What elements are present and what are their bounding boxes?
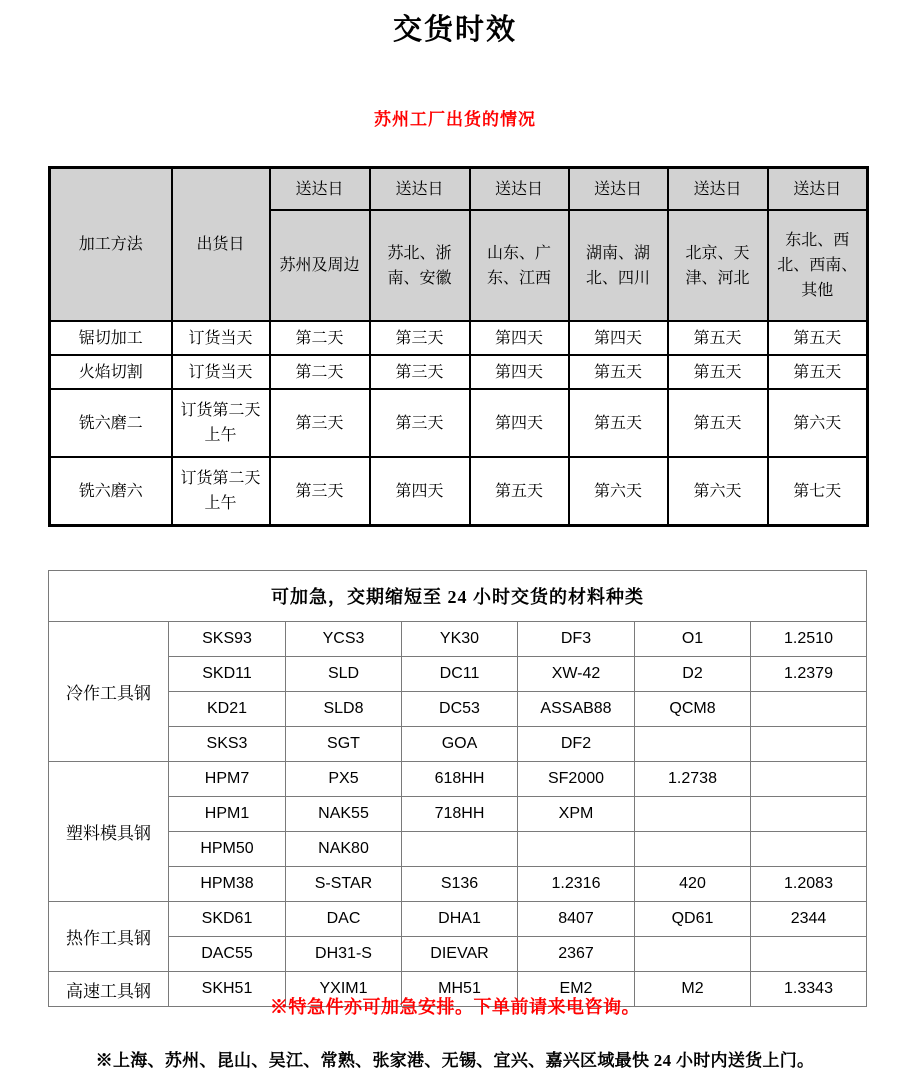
header-region-1: 苏州及周边 (270, 210, 370, 321)
material-cell: 2367 (518, 937, 635, 972)
material-cell: PX5 (286, 762, 402, 797)
material-cell: 1.2510 (751, 622, 867, 657)
rush-materials-body (49, 571, 867, 1007)
material-cell: KD21 (169, 692, 286, 727)
header-region-5: 北京、天津、河北 (668, 210, 768, 321)
material-cell-empty (635, 832, 751, 867)
header-arrival-day-4: 送达日 (569, 168, 668, 211)
table-row (50, 457, 868, 526)
material-cell: 718HH (402, 797, 518, 832)
row-day-5: 第五天 (668, 389, 768, 457)
material-cell: DIEVAR (402, 937, 518, 972)
material-cell-empty (751, 797, 867, 832)
material-cell: DC53 (402, 692, 518, 727)
row-ship-day: 订货第二天上午 (172, 457, 270, 526)
row-day-3: 第五天 (470, 457, 569, 526)
page-title: 交货时效 (392, 14, 517, 46)
header-region-2: 苏北、浙南、安徽 (370, 210, 470, 321)
header-arrival-day-6: 送达日 (768, 168, 868, 211)
row-ship-day: 订货当天 (172, 321, 270, 355)
delivery-schedule-table (48, 166, 869, 527)
row-day-3: 第四天 (470, 389, 569, 457)
material-cell: DF3 (518, 622, 635, 657)
material-cell: M2 (635, 972, 751, 1007)
material-cell: GOA (402, 727, 518, 762)
material-cell: DAC (286, 902, 402, 937)
row-method: 铣六磨二 (50, 389, 172, 457)
material-cell: HPM38 (169, 867, 286, 902)
material-cell-empty (518, 832, 635, 867)
delivery-schedule-table-container (48, 166, 866, 527)
material-cell: S136 (402, 867, 518, 902)
material-cell: 1.2083 (751, 867, 867, 902)
material-cell: 1.2316 (518, 867, 635, 902)
row-method: 铣六磨六 (50, 457, 172, 526)
row-day-1: 第三天 (270, 457, 370, 526)
row-day-4: 第六天 (569, 457, 668, 526)
table-row (49, 832, 867, 867)
material-cell-empty (635, 727, 751, 762)
material-cell: SLD8 (286, 692, 402, 727)
header-arrival-day-3: 送达日 (470, 168, 569, 211)
material-cell: HPM7 (169, 762, 286, 797)
table-row (50, 355, 868, 389)
material-cell: 1.2738 (635, 762, 751, 797)
header-region-4: 湖南、湖北、四川 (569, 210, 668, 321)
row-day-1: 第二天 (270, 355, 370, 389)
row-day-6: 第五天 (768, 355, 868, 389)
material-cell: O1 (635, 622, 751, 657)
material-cell: SKD11 (169, 657, 286, 692)
table-row (49, 902, 867, 937)
material-cell-empty (751, 692, 867, 727)
table-row (49, 727, 867, 762)
material-cell: SLD (286, 657, 402, 692)
material-cell: SKS3 (169, 727, 286, 762)
material-cell: QD61 (635, 902, 751, 937)
delivery-schedule-body (50, 321, 868, 526)
material-cell: 618HH (402, 762, 518, 797)
table-row (50, 389, 868, 457)
row-day-5: 第六天 (668, 457, 768, 526)
material-cell: SKD61 (169, 902, 286, 937)
row-day-4: 第五天 (569, 389, 668, 457)
material-cell: DF2 (518, 727, 635, 762)
row-day-4: 第四天 (569, 321, 668, 355)
material-cell: ASSAB88 (518, 692, 635, 727)
row-day-4: 第五天 (569, 355, 668, 389)
material-cell: SKS93 (169, 622, 286, 657)
material-cell: SKH51 (169, 972, 286, 1007)
row-day-6: 第七天 (768, 457, 868, 526)
material-cell: QCM8 (635, 692, 751, 727)
row-day-3: 第四天 (470, 321, 569, 355)
rush-materials-title-row (49, 571, 867, 622)
header-arrival-day-2: 送达日 (370, 168, 470, 211)
material-cell-empty (751, 727, 867, 762)
material-cell: S-STAR (286, 867, 402, 902)
material-cell: DHA1 (402, 902, 518, 937)
material-cell: NAK55 (286, 797, 402, 832)
table-row (49, 797, 867, 832)
note-same-day-delivery: ※上海、苏州、昆山、吴江、常熟、张家港、无锡、宜兴、嘉兴区域最快 24 小时内送货上门。 (95, 1051, 815, 1070)
material-cell: D2 (635, 657, 751, 692)
row-day-2: 第三天 (370, 389, 470, 457)
table-row (49, 657, 867, 692)
row-day-3: 第四天 (470, 355, 569, 389)
material-cell: MH51 (402, 972, 518, 1007)
material-cell-empty (751, 832, 867, 867)
header-arrival-day-1: 送达日 (270, 168, 370, 211)
material-cell: EM2 (518, 972, 635, 1007)
material-cell: DC11 (402, 657, 518, 692)
rush-materials-table-container (48, 570, 866, 1007)
row-day-6: 第五天 (768, 321, 868, 355)
row-day-1: 第二天 (270, 321, 370, 355)
row-method: 火焰切割 (50, 355, 172, 389)
note-rush-orders: ※特急件亦可加急安排。下单前请来电咨询。 (270, 997, 640, 1017)
header-region-3: 山东、广东、江西 (470, 210, 569, 321)
material-cell: XW-42 (518, 657, 635, 692)
header-arrival-day-5: 送达日 (668, 168, 768, 211)
material-cell: YXIM1 (286, 972, 402, 1007)
material-cell: 2344 (751, 902, 867, 937)
material-cell: XPM (518, 797, 635, 832)
row-method: 锯切加工 (50, 321, 172, 355)
row-day-2: 第三天 (370, 321, 470, 355)
material-cell-empty (635, 937, 751, 972)
row-day-5: 第五天 (668, 355, 768, 389)
table-row (49, 692, 867, 727)
header-method: 加工方法 (50, 168, 172, 322)
rush-materials-table (48, 570, 867, 1007)
material-cell: 1.3343 (751, 972, 867, 1007)
material-cell-empty (751, 762, 867, 797)
row-day-5: 第五天 (668, 321, 768, 355)
table-row (49, 762, 867, 797)
material-cell: DAC55 (169, 937, 286, 972)
table-row (49, 867, 867, 902)
material-category-high-speed: 高速工具钢 (49, 972, 169, 1007)
header-row-top (50, 168, 868, 211)
material-cell: 420 (635, 867, 751, 902)
material-cell: DH31-S (286, 937, 402, 972)
material-cell: YCS3 (286, 622, 402, 657)
material-cell: HPM50 (169, 832, 286, 867)
material-cell: SF2000 (518, 762, 635, 797)
material-cell-empty (751, 937, 867, 972)
subtitle-suzhou-factory: 苏州工厂出货的情况 (374, 110, 536, 129)
material-cell: SGT (286, 727, 402, 762)
table-row (49, 937, 867, 972)
material-cell-empty (402, 832, 518, 867)
material-category-hot-work: 热作工具钢 (49, 902, 169, 972)
rush-materials-title: 可加急，交期缩短至 24 小时交货的材料种类 (49, 571, 867, 622)
row-ship-day: 订货当天 (172, 355, 270, 389)
material-cell: NAK80 (286, 832, 402, 867)
row-day-6: 第六天 (768, 389, 868, 457)
material-cell: YK30 (402, 622, 518, 657)
material-category-cold-work: 冷作工具钢 (49, 622, 169, 762)
material-cell: HPM1 (169, 797, 286, 832)
delivery-schedule-header (50, 168, 868, 322)
table-row (50, 321, 868, 355)
row-day-1: 第三天 (270, 389, 370, 457)
header-ship-day: 出货日 (172, 168, 270, 322)
row-day-2: 第四天 (370, 457, 470, 526)
row-ship-day: 订货第二天上午 (172, 389, 270, 457)
material-cell-empty (635, 797, 751, 832)
material-category-plastic-mold: 塑料模具钢 (49, 762, 169, 902)
header-region-6: 东北、西北、西南、其他 (768, 210, 868, 321)
row-day-2: 第三天 (370, 355, 470, 389)
material-cell: 8407 (518, 902, 635, 937)
material-cell: 1.2379 (751, 657, 867, 692)
table-row (49, 622, 867, 657)
